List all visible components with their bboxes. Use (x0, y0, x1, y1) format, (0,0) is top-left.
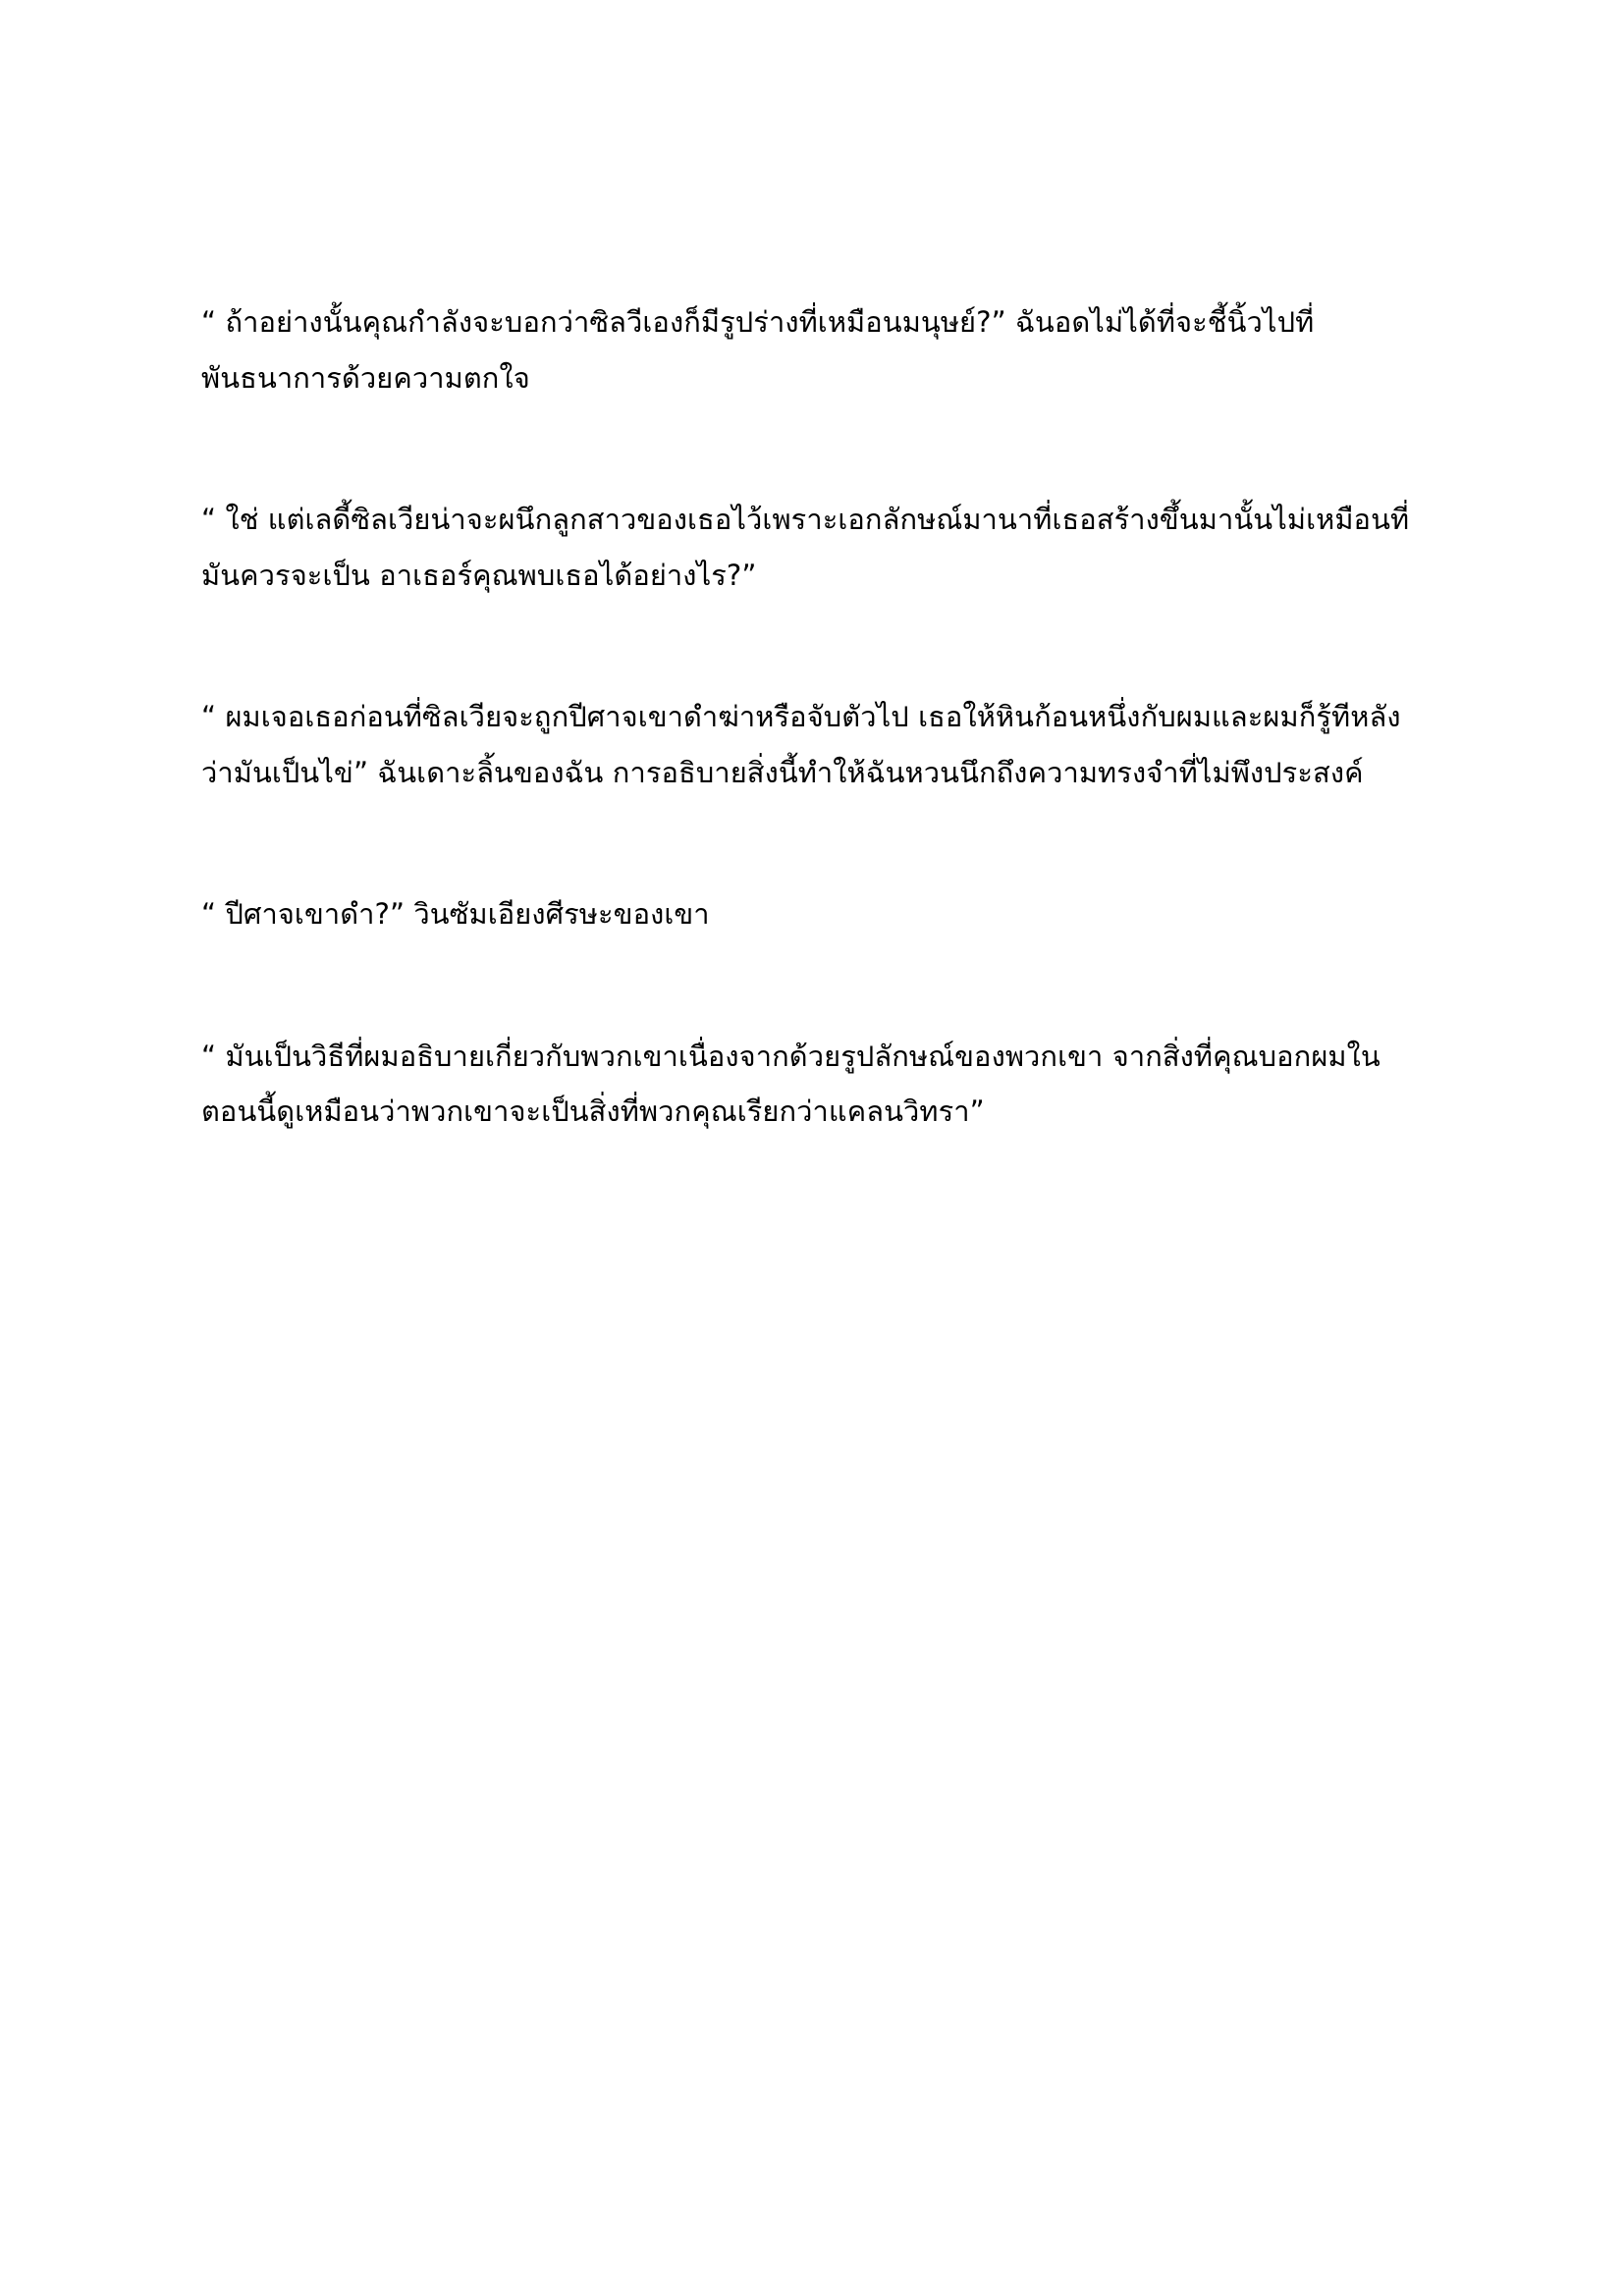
document-body (201, 294, 1428, 1140)
paragraph: “ ถ้าอย่างนั้นคุณกำลังจะบอกว่าซิลวีเองก็มีรูปร่างที่เหมือนมนุษย์?” ฉันอดไม่ได้ที่จะชี้นิ้วไปที่พันธนาการด้วยความตกใจ (201, 305, 1315, 395)
paragraph: “ มันเป็นวิธีที่ผมอธิบายเกี่ยวกับพวกเขาเนื่องจากด้วยรูปลักษณ์ของพวกเขา จากสิ่งที่คุณบอกผมในตอนนี้ดูเหมือนว่าพวกเขาจะเป็นสิ่งที่พวกคุณเรียกว่าแคลนวิทรา” (201, 1039, 1380, 1129)
paragraph: “ ใช่ แต่เลดี้ซิลเวียน่าจะผนึกลูกสาวของเธอไว้เพราะเอกลักษณ์มานาที่เธอสร้างขึ้นมานั้นไม่เหมือนที่มันควรจะเป็น อาเธอร์คุณพบเธอได้อย่างไร?” (201, 503, 1410, 592)
paragraph: “ ผมเจอเธอก่อนที่ซิลเวียจะถูกปีศาจเขาดำฆ่าหรือจับตัวไป เธอให้หินก้อนหนึ่งกับผมและผมก็รู้ทีหลังว่ามันเป็นไข่” ฉันเดาะลิ้นของฉัน การอธิบายสิ่งนี้ทำให้ฉันหวนนึกถึงความทรงจำที่ไม่พึงประสงค์ (201, 700, 1401, 789)
paragraph: “ ปีศาจเขาดำ?” วินซัมเอียงศีรษะของเขา (201, 897, 710, 932)
